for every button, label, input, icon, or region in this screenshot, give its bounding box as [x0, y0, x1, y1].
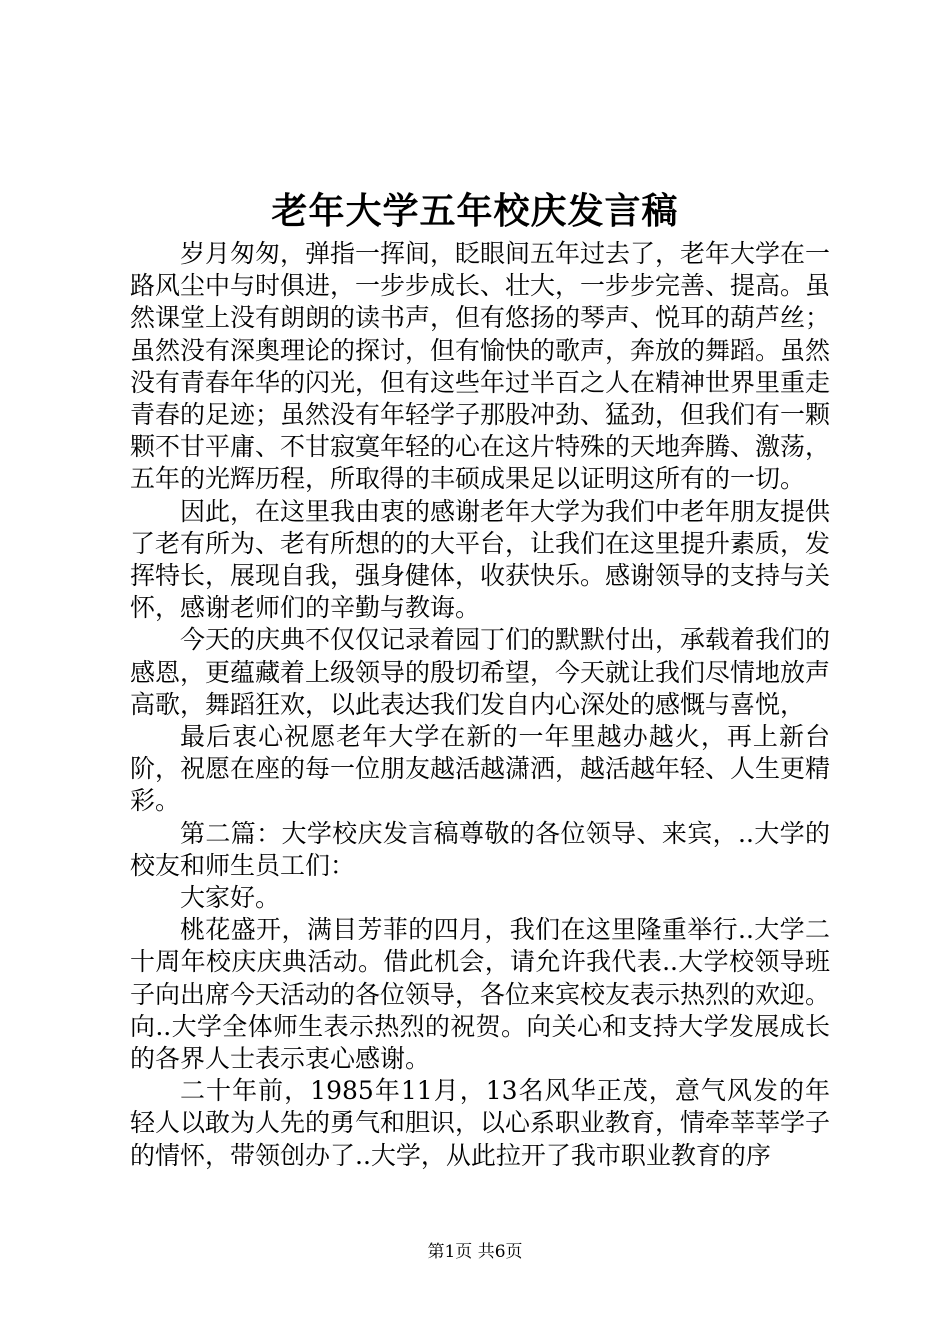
- document-title: 老年大学五年校庆发言稿: [271, 190, 679, 232]
- document-body: [130, 238, 830, 1172]
- paragraph: 桃花盛开，满目芳菲的四月，我们在这里隆重举行..大学二十周年校庆庆典活动。借此机会，请允许我代表..大学校领导班子向出席今天活动的各位领导，各位来宾校友表示热烈的欢迎。向..大学全体师生表示热烈的祝贺。向关心和支持大学发展成长的各界人士表示衷心感谢。: [130, 915, 831, 1074]
- paragraph: 因此，在这里我由衷的感谢老年大学为我们中老年朋友提供了老有所为、老有所想的的大平台，让我们在这里提升素质，发挥特长，展现自我，强身健体，收获快乐。感谢领导的支持与关怀，感谢老师们的辛勤与教诲。: [130, 496, 831, 623]
- paragraph: 今天的庆典不仅仅记录着园丁们的默默付出，承载着我们的感恩，更蕴藏着上级领导的殷切希望，今天就让我们尽情地放声高歌，舞蹈狂欢，以此表达我们发自内心深处的感慨与喜悦，: [130, 625, 831, 719]
- paragraph: 大家好。: [180, 883, 281, 913]
- paragraph: 最后衷心祝愿老年大学在新的一年里越办越火，再上新台阶，祝愿在座的每一位朋友越活越潇洒，越活越年轻、人生更精彩。: [130, 722, 831, 816]
- page-footer: 第1页 共6页: [427, 1242, 523, 1262]
- paragraph: 第二篇：大学校庆发言稿尊敬的各位领导、来宾，..大学的校友和师生员工们：: [130, 818, 830, 880]
- paragraph: 岁月匆匆，弹指一挥间，眨眼间五年过去了，老年大学在一路风尘中与时俱进，一步步成长、壮大，一步步完善、提高。虽然课堂上没有朗朗的读书声，但有悠扬的琴声、悦耳的葫芦丝；虽然没有深奥理论的探讨，但有愉快的歌声，奔放的舞蹈。虽然没有青春年华的闪光，但有这些年过半百之人在精神世界里重走青春的足迹；虽然没有年轻学子那股冲劲、猛劲，但我们有一颗颗不甘平庸、不甘寂寞年轻的心在这片特殊的天地奔腾、激荡，五年的光辉历程，所取得的丰硕成果足以证明这所有的一切。: [130, 239, 831, 494]
- paragraph: 二十年前，1985年11月，13名风华正茂，意气风发的年轻人以敢为人先的勇气和胆识，以心系职业教育，情牵莘莘学子的情怀，带领创办了..大学，从此拉开了我市职业教育的序: [130, 1076, 831, 1170]
